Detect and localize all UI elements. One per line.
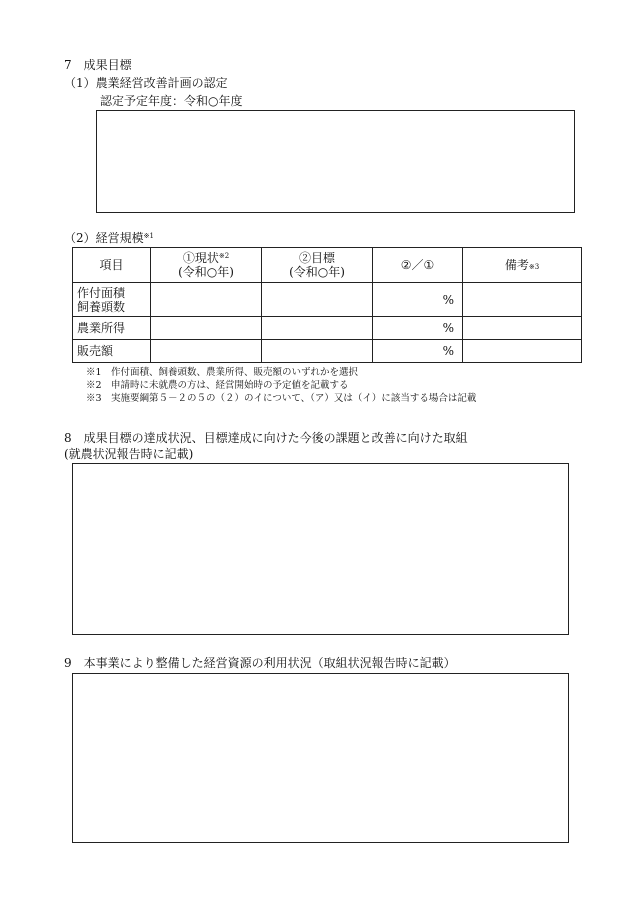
header-current <box>151 248 262 283</box>
table-row <box>73 340 582 363</box>
remarks-cell[interactable] <box>463 340 582 363</box>
remarks-cell[interactable] <box>463 283 582 317</box>
section7-heading: 7 成果目標 <box>64 58 132 72</box>
header-item: 項目 <box>73 248 151 283</box>
ratio-cell[interactable]: % <box>373 283 463 317</box>
ratio-cell[interactable]: % <box>373 340 463 363</box>
section7-sub1-heading: （1）農業経営改善計画の認定 <box>64 76 228 90</box>
ratio-cell[interactable]: % <box>373 317 463 340</box>
management-scale-table <box>72 247 582 363</box>
row-label-line: 作付面積 <box>77 285 126 300</box>
remarks-cell[interactable] <box>463 317 582 340</box>
header-target-sub: (令和○年) <box>289 265 345 279</box>
target-value-cell[interactable] <box>262 317 373 340</box>
section8-heading: 8 成果目標の達成状況、目標達成に向けた今後の課題と改善に向けた取組 <box>64 431 468 445</box>
target-value-cell[interactable] <box>262 340 373 363</box>
header-current-mark: ※2 <box>218 252 230 260</box>
row-label-line: 飼養頭数 <box>77 299 126 314</box>
note-3: ※3 実施要綱第５－２の５の（２）のイについて、（ア）又は（イ）に該当する場合は記載 <box>86 393 477 404</box>
note-2: ※2 申請時に未就農の方は、経営開始時の予定値を記載する <box>86 380 349 391</box>
note-1: ※1 作付面積、飼養頭数、農業所得、販売額のいずれかを選択 <box>86 367 359 378</box>
certification-year-line: 認定予定年度：令和○年度 <box>100 94 243 108</box>
certification-entry-box[interactable] <box>96 110 575 213</box>
header-ratio: ②／① <box>373 248 463 283</box>
current-value-cell[interactable] <box>151 340 262 363</box>
header-target <box>262 248 373 283</box>
section7-sub2-heading <box>64 231 154 245</box>
header-remarks-label: 備考 <box>504 258 529 272</box>
header-current-sub: (令和○年) <box>178 265 234 279</box>
header-current-label: ①現状 <box>182 251 219 265</box>
row-label-farm-income: 農業所得 <box>73 317 151 340</box>
header-remarks-mark: ※3 <box>528 263 540 271</box>
current-value-cell[interactable] <box>151 283 262 317</box>
achievement-entry-box[interactable] <box>72 463 569 635</box>
sub2-label: （2）経営規模 <box>64 231 144 245</box>
current-value-cell[interactable] <box>151 317 262 340</box>
table-row <box>73 283 582 317</box>
table-row <box>73 317 582 340</box>
section9-heading: 9 本事業により整備した経営資源の利用状況（取組状況報告時に記載） <box>64 656 456 670</box>
header-remarks <box>463 248 582 283</box>
section8-subheading: (就農状況報告時に記載) <box>64 447 194 461</box>
target-value-cell[interactable] <box>262 283 373 317</box>
row-label-area-heads <box>73 283 151 317</box>
row-label-sales: 販売額 <box>73 340 151 363</box>
resource-usage-entry-box[interactable] <box>72 673 569 843</box>
sub2-note-mark: ※1 <box>143 232 154 240</box>
header-target-label: ②目標 <box>298 251 335 265</box>
